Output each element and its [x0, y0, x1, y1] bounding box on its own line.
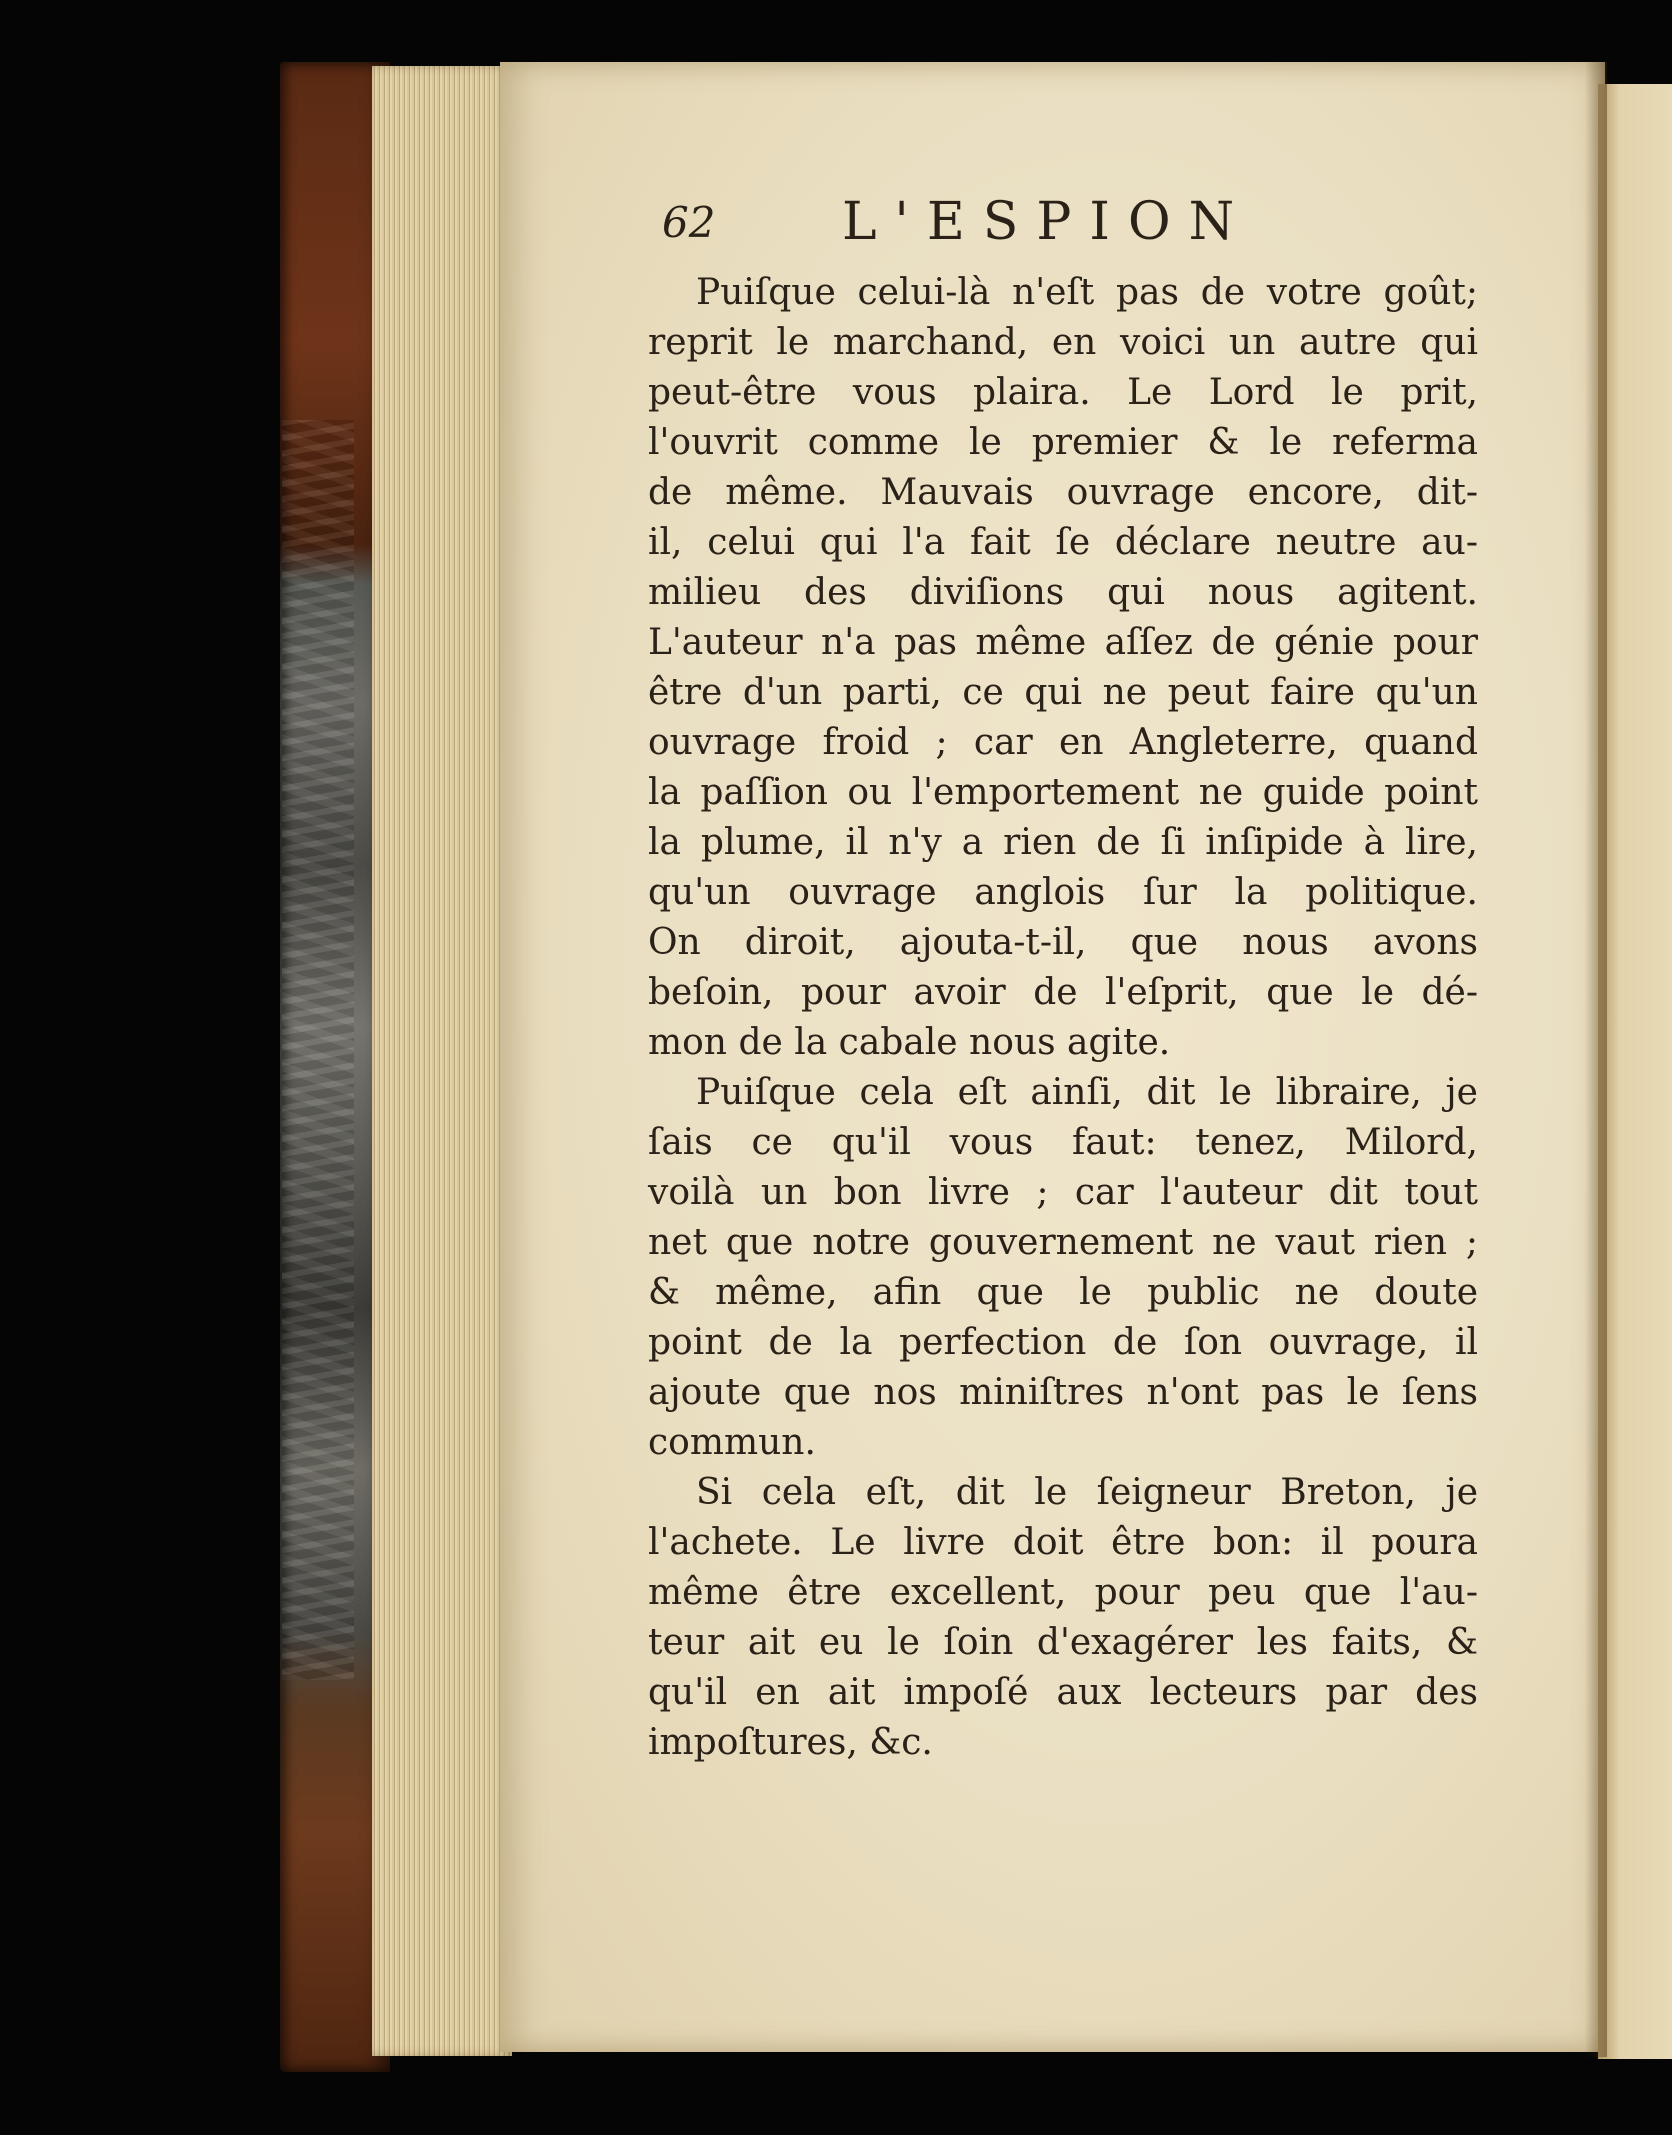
text-line: L'auteur n'a pas même aſſez de génie pour — [648, 622, 1478, 663]
paragraph — [648, 1068, 1478, 1468]
text-line: reprit le marchand, en voici un autre qui — [648, 322, 1478, 363]
text-line: voilà un bon livre ; car l'auteur dit tout — [648, 1172, 1478, 1213]
text-line: de même. Mauvais ouvrage encore, dit- — [648, 472, 1478, 513]
text-block — [648, 268, 1478, 1768]
text-line: net que notre gouvernement ne vaut rien ; — [648, 1222, 1478, 1263]
text-line: peut-être vous plaira. Le Lord le prit, — [648, 372, 1478, 413]
text-line: la paſſion ou l'emportement ne guide point — [648, 772, 1478, 813]
text-line: mon de la cabale nous agite. — [648, 1022, 1171, 1063]
text-line: l'ouvrit comme le premier & le referma — [648, 422, 1478, 463]
text-line: On diroit, ajouta-t-il, que nous avons — [648, 922, 1478, 963]
text-line: même être excellent, pour peu que l'au- — [648, 1572, 1478, 1613]
text-line: être d'un parti, ce qui ne peut faire qu'un — [648, 672, 1478, 713]
text-line: impoſtures, &c. — [648, 1722, 933, 1763]
running-title: L'ESPION — [842, 192, 1253, 252]
text-line: ſais ce qu'il vous faut: tenez, Milord, — [648, 1122, 1478, 1163]
text-line: commun. — [648, 1422, 816, 1463]
text-line: milieu des diviſions qui nous agitent. — [648, 572, 1478, 613]
text-line: point de la perfection de ſon ouvrage, il — [648, 1322, 1478, 1363]
text-line: & même, afin que le public ne doute — [648, 1272, 1478, 1313]
text-line: Puiſque cela eſt ainſi, dit le libraire, je — [696, 1072, 1478, 1113]
text-line: Puiſque celui-là n'eſt pas de votre goût; — [696, 272, 1478, 313]
paragraph — [648, 1468, 1478, 1768]
text-line: teur ait eu le ſoin d'exagérer les faits, & — [648, 1622, 1478, 1663]
text-line: ajoute que nos miniſtres n'ont pas le ſens — [648, 1372, 1478, 1413]
text-line: la plume, il n'y a rien de ſi inſipide à lire, — [648, 822, 1478, 863]
next-page-edge — [1598, 84, 1672, 2059]
gutter-shadow — [1585, 62, 1607, 2057]
text-line: ouvrage froid ; car en Angleterre, quand — [648, 722, 1478, 763]
page-number: 62 — [662, 198, 716, 247]
text-line: beſoin, pour avoir de l'eſprit, que le dé- — [648, 972, 1478, 1013]
text-line: qu'il en ait impoſé aux lecteurs par des — [648, 1672, 1478, 1713]
paragraph — [648, 268, 1478, 1068]
text-line: il, celui qui l'a fait ſe déclare neutre au- — [648, 522, 1478, 563]
text-line: qu'un ouvrage anglois ſur la politique. — [648, 872, 1478, 913]
running-head — [652, 192, 1552, 262]
page-edges — [372, 66, 512, 2056]
marbled-board — [282, 420, 354, 1680]
text-line: Si cela eſt, dit le ſeigneur Breton, je — [696, 1472, 1478, 1513]
text-line: l'achete. Le livre doit être bon: il poura — [648, 1522, 1478, 1563]
